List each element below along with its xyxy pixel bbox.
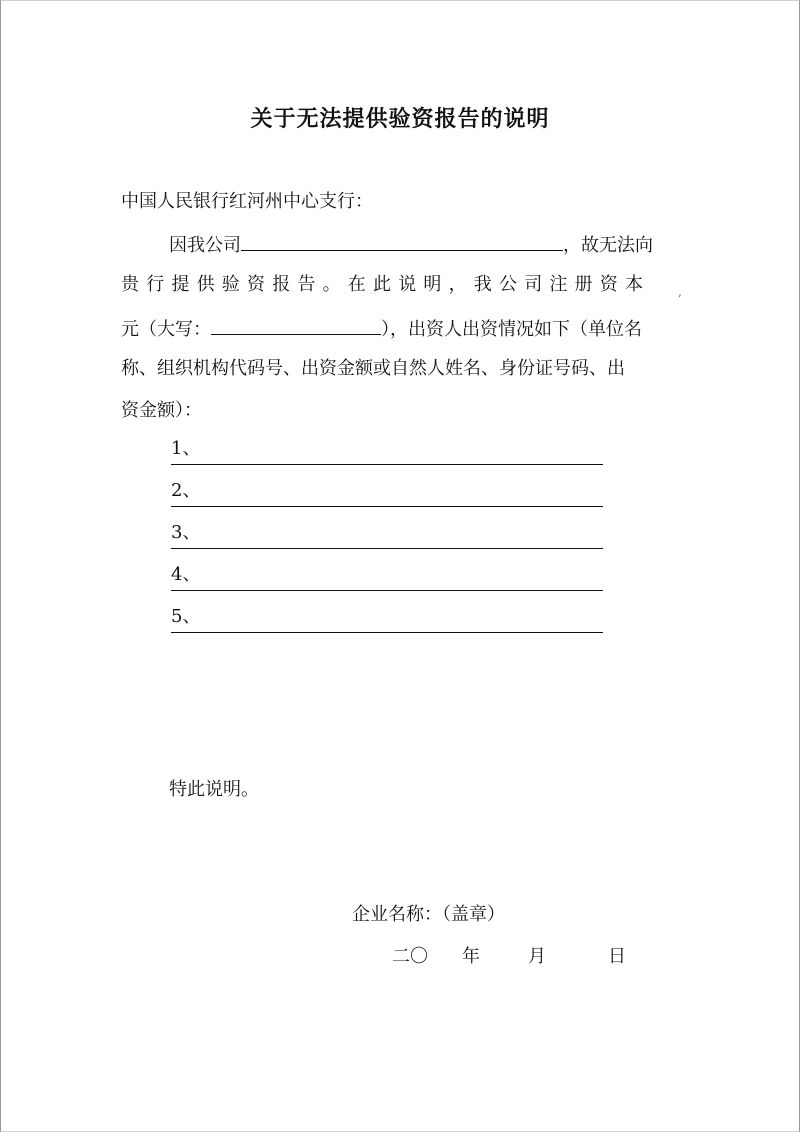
item-number: 2、 xyxy=(171,480,201,501)
investor-item-3[interactable] xyxy=(171,520,603,549)
investor-item-5[interactable] xyxy=(171,604,603,633)
p1-prefix: 因我公司 xyxy=(169,235,241,256)
item-number: 5、 xyxy=(171,606,201,627)
date-month-label: 月 xyxy=(528,946,546,967)
signature-date xyxy=(392,944,626,970)
addressee: 中国人民银行红河州中心支行： xyxy=(121,191,373,212)
edge-mark: , xyxy=(678,285,682,299)
document-title: 关于无法提供验资报告的说明 xyxy=(250,106,550,132)
capital-uppercase-blank[interactable] xyxy=(211,314,381,335)
date-year-label: 年 xyxy=(462,946,480,967)
item-number: 3、 xyxy=(171,522,201,543)
paragraph-line-3 xyxy=(121,314,642,343)
paragraph-line-5: 资金额）： xyxy=(121,400,202,421)
closing-statement: 特此说明。 xyxy=(169,779,259,800)
paragraph-line-1 xyxy=(169,230,653,259)
item-number: 4、 xyxy=(171,564,201,585)
item-number: 1、 xyxy=(171,438,201,459)
investor-item-4[interactable] xyxy=(171,562,603,591)
p1-suffix: ，故无法向 xyxy=(563,235,653,256)
company-name-seal-label: 企业名称：（盖章） xyxy=(352,904,505,925)
paragraph-line-2: 贵行提供验资报告。在此说明，我公司注册资本 xyxy=(121,274,651,295)
date-day-label: 日 xyxy=(608,946,626,967)
company-reason-blank[interactable] xyxy=(241,230,563,251)
investor-item-1[interactable] xyxy=(171,436,603,465)
date-prefix: 二〇 xyxy=(392,946,428,967)
p3-prefix: 元（大写： xyxy=(121,319,211,340)
investor-item-2[interactable] xyxy=(171,478,603,507)
paragraph-line-4: 称、组织机构代码号、出资金额或自然人姓名、身份证号码、出 xyxy=(121,358,625,379)
p3-suffix: ），出资人出资情况如下（单位名 xyxy=(381,319,642,340)
